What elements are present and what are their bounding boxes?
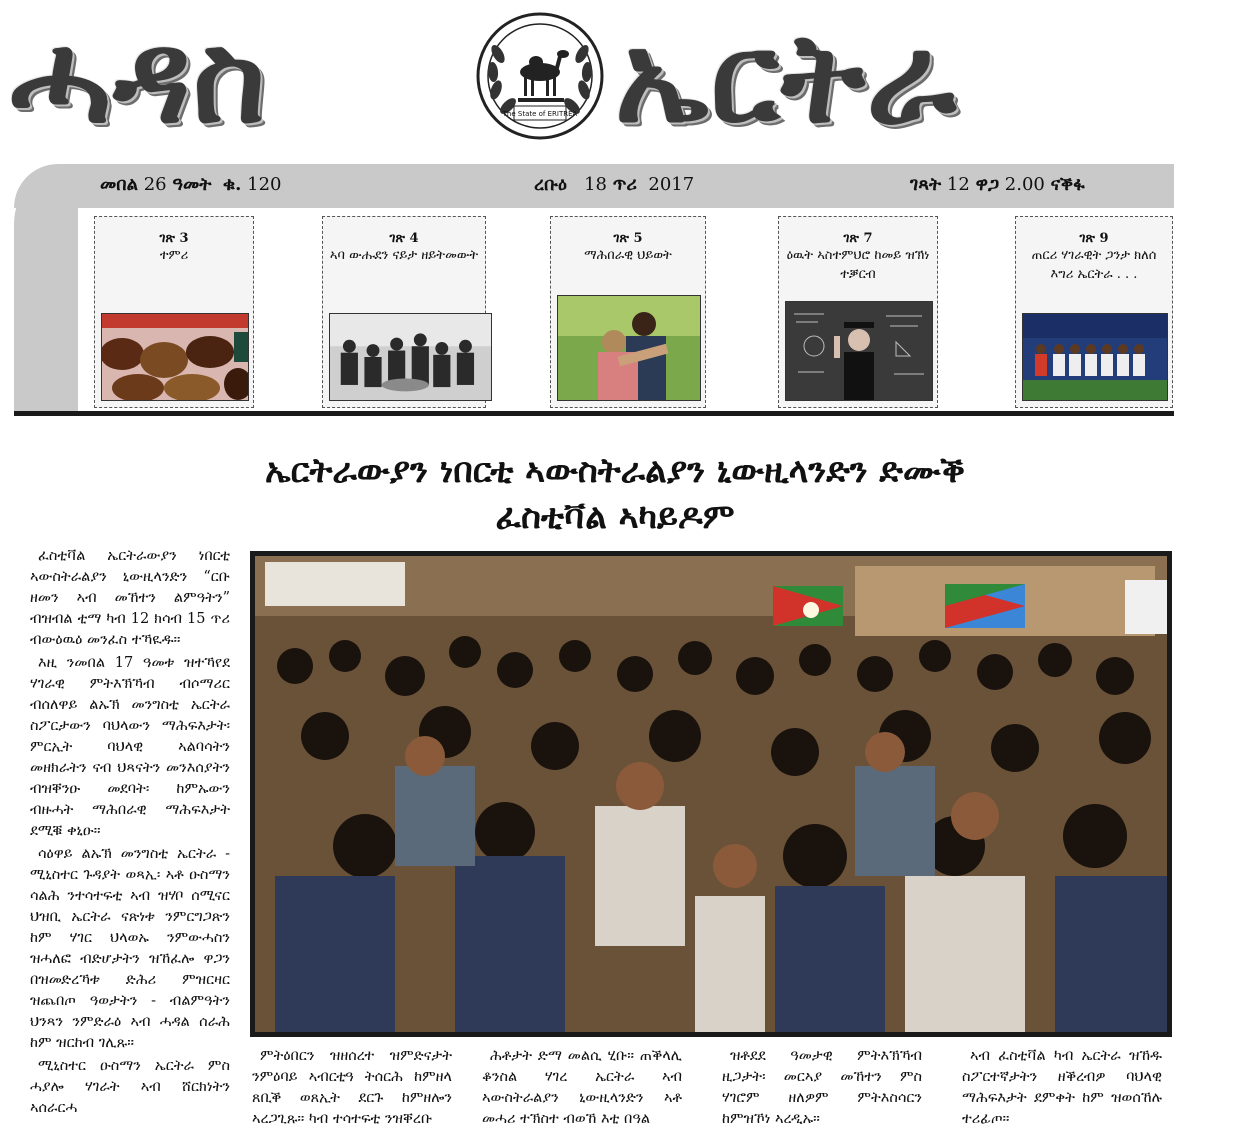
issue-year: 26 [143,174,167,195]
teaser-page-5[interactable] [550,216,706,408]
year-label: ዓመት [172,174,212,195]
article-paragraph: እዚ ንመበል 17 ዓመቱ ዝተኻየደ ሃገራዊ ምትእኽኻብ ብሶማሪር ብሰለዋይ ልኡኽ መንግስቲ ኤርትራ ስፖርታውን ባህላውን ማሕፍእታት፡ ምርኢት ባህላዊ ኣልባሳትን መዘክራትን ናብ ህጻናትን መንእሰያትን ብዝቐንዑ መደባት፡ ከምኡውን ብዙሓት ማሕበራዊ ማሕፍእታት ደሚቑ ቀኒዑ። [30,655,230,839]
headline-line-1: ኤርትራውያን ነበርቲ ኣውስትራልያን ኒውዚላንድን ድሙቕ [265,451,965,491]
group-photo-bw [329,313,492,401]
main-photo [250,551,1172,1037]
dates-fruit-photo [101,313,249,401]
price-info [910,174,1085,195]
teaser-page-7[interactable] [778,216,938,408]
eritrea-emblem-icon [474,10,606,142]
teaser-page-4[interactable] [322,216,486,408]
article-paragraph: ሳዕዋይ ልኡኽ መንግስቲ ኤርትራ - ሚኒስተር ጉዳያት ወጻኢ፡ ኣቶ ዑስማን ሳልሕ ንተሳተፍቲ ኣብ ዝሃቦ ሰሚናር ህዝቢ ኤርትራ ናጽነቱ ንምርግጋጽን ከም ሃገር ህላወኡ ንምውሓስን ዝሓለፎ ብድሆታትን ዝኸፈሎ ዋጋን በዝመድረኻቱ ድሕሪ ምዝርዛር ዝጨበጦ ዓወታትን - ብልምዓትን ህንጻን ንምድራዕ ኣብ ሓዳል ሰራሕ ከም ዝርከብ ገሊጹ። [30,846,230,1051]
main-headline [60,448,1170,540]
article-column-2 [252,1046,452,1132]
teaser-page-3[interactable] [94,216,254,408]
teaser-page-9[interactable] [1015,216,1173,408]
teaser-page-number: ገጽ 3 [159,231,189,246]
month: ጥሪ [612,174,637,195]
football-team-photo [1022,313,1168,401]
article-column-5 [962,1046,1162,1132]
crowd-dancing-photo [255,556,1167,1032]
teaser-title: ማሕበራዊ ህይወት [584,248,672,263]
headline-line-2: ፈስቲቫል ኣካይዶም [495,497,735,537]
article-paragraph: ዝቶደደ ዓመታዊ ምትእኽኻብ ዚጋታት፡ መርኣያ መኸተን ምስ ሃገሮም ዘለዎም ምትእስሳርን ከምዝኾነ ኣረዲኡ። [722,1048,922,1127]
issue-info [100,174,281,195]
info-band-side [14,164,78,412]
article-left-column [30,546,230,1121]
teaser-page-number: ገጽ 5 [613,231,643,246]
emblem-text: The State of ERITREA [502,110,578,118]
article-paragraph: ፈስቲቫል ኤርትራውያን ነበርቲ ኣውስትራልያን ኒውዚላንድን “ርቡ ዘመን ኣብ መኸተን ልምዓትን” ብዝብል ቲማ ካብ 12 ክሳብ 15 ጥሪ ብውዕዉዕ መንፈስ ተኻዪዱ። [30,548,230,648]
pages-label: ገጻት [910,174,942,195]
day: 18 [584,174,607,195]
article-paragraph: ሕቶታት ድማ መልሲ ሂቡ። ጠቕላሊ ቆንስል ሃገረ ኤርትራ ኣብ ኣውስትራልያን ኒውዚላንድን ኣቶ መሓሪ ተኽስተ ብወኸ እቲ በዓል [482,1048,682,1127]
year: 2017 [648,174,695,195]
weekday: ረቡዕ [534,174,567,195]
article-paragraph: ኣብ ፈስቲቫል ካብ ኤርትራ ዝኸዱ ስፖርተኛታትን ዘቕረብዎ ባህላዊ ማሕፍእታት ደምቀት ከም ዝወሰኸሉ ተሪፊጦ። [962,1048,1162,1127]
article-paragraph: ሚኒስተር ዑስማን ኤርትራ ምስ ሓያሎ ሃገራት ኣብ ሸርክነትን ኣሰራርሓ [30,1058,230,1116]
teaser-page-number: ገጽ 4 [389,231,419,246]
hug-photo [557,295,701,401]
issue-number: 120 [247,174,282,195]
band-rule [14,411,1174,416]
date-info [534,174,694,195]
currency: ናቕፋ [1050,174,1085,195]
article-column-4 [722,1046,922,1132]
teaser-page-number: ገጽ 7 [843,231,873,246]
masthead-title-left: ሓዳስ [10,6,268,151]
teaser-title: ጠርሪ ሃገራዊት ጋንታ ክለሰ እግሪ ኤርትራ . . . [1031,248,1157,282]
article-paragraph: ምትዕበርን ዝዘሰረተ ዝምድናታት ንምዕባይ ኣብርቲዓ ትሰርሕ ከምዘላ ጸቢቕ ወጸኢት ደርጉ ከምዘሎን ኣረጋጊጹ። ካብ ተሳተፍቲ ንዝቐረቡ [252,1048,452,1127]
issue-label: መበል [100,174,138,195]
graduate-chalkboard-photo [785,301,933,401]
price: 2.00 [1004,174,1045,195]
masthead-title-right: ኤርትራ [615,6,959,151]
pages: 12 [946,174,970,195]
teaser-page-number: ገጽ 9 [1079,231,1109,246]
teaser-title: ኣባ ውሑደን ናይታ ዘይትመውት [329,248,479,263]
number-label: ቁ. [222,174,242,195]
teaser-title: ዕዉት ኣስተምህሮ ከመይ ዝኽነ ተቓርብ [786,248,930,282]
masthead [0,0,1241,160]
price-label: ዋጋ [975,174,1000,195]
article-column-3 [482,1046,682,1132]
teaser-title: ተምሪ [159,248,189,263]
